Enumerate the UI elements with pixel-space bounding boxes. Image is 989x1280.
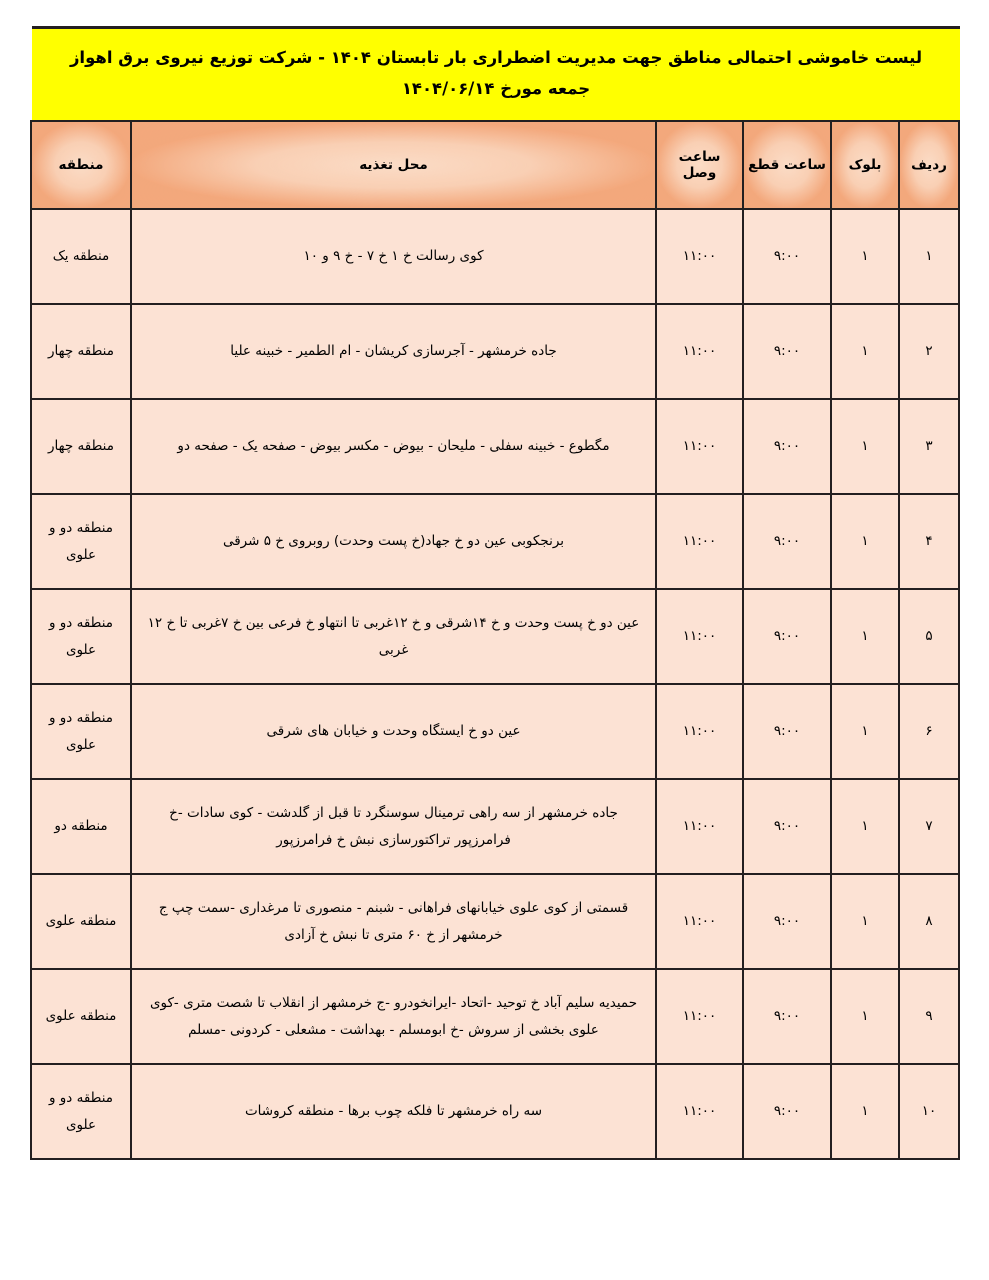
cell-block: ۱	[831, 1064, 899, 1159]
cell-feed-location: قسمتی از کوی علوی خیابانهای فراهانی - شبنم - منصوری تا مرغداری -سمت چپ ج خرمشهر از خ ۶۰ متری تا نبش خ آزادی	[131, 874, 656, 969]
column-header-zone: منطقه	[31, 121, 131, 209]
table-body	[31, 209, 959, 1159]
outage-sheet	[32, 26, 960, 1160]
column-header-on-time: ساعت وصل	[656, 121, 743, 209]
cell-off-time: ۹:۰۰	[743, 399, 831, 494]
cell-zone: منطقه علوی	[31, 874, 131, 969]
cell-on-time: ۱۱:۰۰	[656, 1064, 743, 1159]
cell-row-number: ۹	[899, 969, 959, 1064]
cell-on-time: ۱۱:۰۰	[656, 969, 743, 1064]
cell-row-number: ۱۰	[899, 1064, 959, 1159]
cell-block: ۱	[831, 684, 899, 779]
table-row	[31, 969, 959, 1064]
table-row	[31, 494, 959, 589]
table-row	[31, 1064, 959, 1159]
cell-on-time: ۱۱:۰۰	[656, 779, 743, 874]
table-row	[31, 304, 959, 399]
cell-off-time: ۹:۰۰	[743, 969, 831, 1064]
cell-zone: منطقه دو	[31, 779, 131, 874]
cell-block: ۱	[831, 399, 899, 494]
cell-off-time: ۹:۰۰	[743, 304, 831, 399]
table-header-row	[31, 121, 959, 209]
table-row	[31, 874, 959, 969]
cell-on-time: ۱۱:۰۰	[656, 494, 743, 589]
cell-feed-location: عین دو خ ایستگاه وحدت و خیابان های شرقی	[131, 684, 656, 779]
cell-feed-location: برنجکوبی عین دو خ جهاد(خ پست وحدت) روبروی خ ۵ شرقی	[131, 494, 656, 589]
cell-off-time: ۹:۰۰	[743, 1064, 831, 1159]
cell-off-time: ۹:۰۰	[743, 684, 831, 779]
cell-feed-location: جاده خرمشهر - آجرسازی کریشان - ام الطمیر - خبینه علیا	[131, 304, 656, 399]
cell-feed-location: جاده خرمشهر از سه راهی ترمینال سوسنگرد تا قبل از گلدشت - کوی سادات -خ فرامرزپور تراکتورسازی نبش خ فرامرزپور	[131, 779, 656, 874]
table-row	[31, 209, 959, 304]
cell-on-time: ۱۱:۰۰	[656, 304, 743, 399]
cell-feed-location: کوی رسالت خ ۱ خ ۷ - خ ۹ و ۱۰	[131, 209, 656, 304]
cell-row-number: ۱	[899, 209, 959, 304]
cell-block: ۱	[831, 589, 899, 684]
cell-on-time: ۱۱:۰۰	[656, 399, 743, 494]
title-banner	[32, 26, 960, 120]
cell-block: ۱	[831, 874, 899, 969]
cell-row-number: ۵	[899, 589, 959, 684]
cell-row-number: ۷	[899, 779, 959, 874]
cell-on-time: ۱۱:۰۰	[656, 589, 743, 684]
table-row	[31, 684, 959, 779]
cell-row-number: ۸	[899, 874, 959, 969]
cell-feed-location: عین دو خ پست وحدت و خ ۱۴شرقی و خ ۱۲غربی تا انتهاو خ فرعی بین خ ۷غربی تا خ ۱۲ غربی	[131, 589, 656, 684]
cell-feed-location: مگطوع - خبینه سفلی - ملیحان - بیوض - مکسر بیوض - صفحه یک - صفحه دو	[131, 399, 656, 494]
cell-feed-location: سه راه خرمشهر تا فلکه چوب برها - منطقه کروشات	[131, 1064, 656, 1159]
cell-zone: منطقه چهار	[31, 304, 131, 399]
title-line-primary: لیست خاموشی احتمالی مناطق جهت مدیریت اضطراری بار تابستان ۱۴۰۴ - شرکت توزیع نیروی برق اهواز	[69, 48, 923, 67]
column-header-feed-location: محل تغذیه	[131, 121, 656, 209]
table-row	[31, 589, 959, 684]
cell-block: ۱	[831, 494, 899, 589]
cell-block: ۱	[831, 779, 899, 874]
cell-on-time: ۱۱:۰۰	[656, 684, 743, 779]
cell-row-number: ۶	[899, 684, 959, 779]
cell-on-time: ۱۱:۰۰	[656, 209, 743, 304]
cell-off-time: ۹:۰۰	[743, 494, 831, 589]
column-header-radif: ردیف	[899, 121, 959, 209]
cell-row-number: ۴	[899, 494, 959, 589]
cell-off-time: ۹:۰۰	[743, 589, 831, 684]
cell-row-number: ۲	[899, 304, 959, 399]
cell-off-time: ۹:۰۰	[743, 779, 831, 874]
outage-table	[30, 120, 960, 1160]
cell-zone: منطقه دو و علوی	[31, 684, 131, 779]
cell-zone: منطقه چهار	[31, 399, 131, 494]
table-header	[31, 121, 959, 209]
cell-zone: منطقه دو و علوی	[31, 589, 131, 684]
column-header-block: بلوک	[831, 121, 899, 209]
cell-zone: منطقه علوی	[31, 969, 131, 1064]
table-row	[31, 399, 959, 494]
cell-feed-location: حمیدیه سلیم آباد خ توحید -اتحاد -ایرانخودرو -ج خرمشهر از انقلاب تا شصت متری -کوی علوی بخشی از سروش -خ ابومسلم - بهداشت - مشعلی - کردونی -مسلم	[131, 969, 656, 1064]
cell-block: ۱	[831, 969, 899, 1064]
table-row	[31, 779, 959, 874]
cell-off-time: ۹:۰۰	[743, 209, 831, 304]
cell-block: ۱	[831, 209, 899, 304]
cell-off-time: ۹:۰۰	[743, 874, 831, 969]
title-line-date: جمعه مورخ ۱۴۰۴/۰۶/۱۴	[401, 78, 591, 98]
cell-block: ۱	[831, 304, 899, 399]
column-header-off-time: ساعت قطع	[743, 121, 831, 209]
cell-zone: منطقه یک	[31, 209, 131, 304]
cell-on-time: ۱۱:۰۰	[656, 874, 743, 969]
cell-zone: منطقه دو و علوی	[31, 494, 131, 589]
cell-zone: منطقه دو و علوی	[31, 1064, 131, 1159]
cell-row-number: ۳	[899, 399, 959, 494]
